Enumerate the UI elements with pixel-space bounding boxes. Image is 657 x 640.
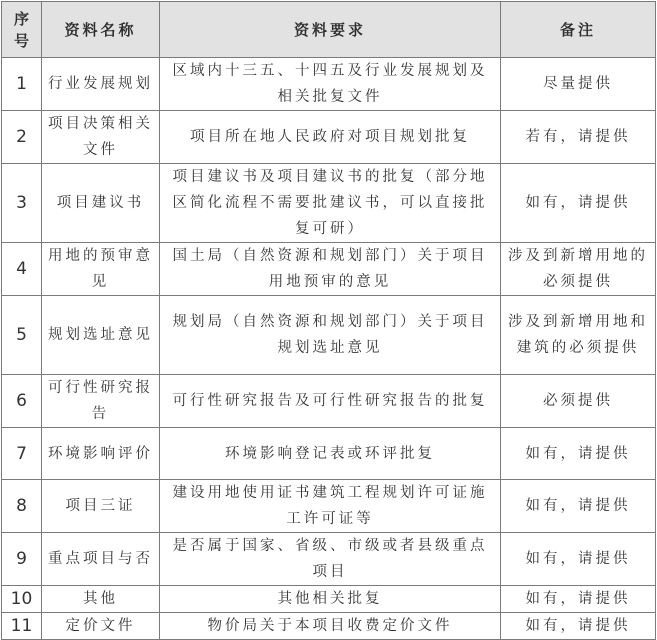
- row-index: 8: [2, 480, 42, 533]
- table-header-row: [2, 2, 656, 58]
- row-name: 重点项目与否: [42, 533, 160, 586]
- table-row: [2, 533, 656, 586]
- table-row: [2, 164, 656, 243]
- row-note: 如有，请提供: [501, 533, 656, 586]
- row-index: 2: [2, 111, 42, 164]
- header-requirement: 资料要求: [160, 2, 501, 58]
- table-row: [2, 111, 656, 164]
- row-name: 项目决策相关文件: [42, 111, 160, 164]
- table-row: [2, 586, 656, 613]
- row-note: 必须提供: [501, 375, 656, 428]
- row-note: 尽量提供: [501, 58, 656, 111]
- row-requirement: 是否属于国家、省级、市级或者县级重点项目: [160, 533, 501, 586]
- row-note: 如有，请提供: [501, 428, 656, 480]
- row-requirement: 区域内十三五、十四五及行业发展规划及相关批复文件: [160, 58, 501, 111]
- table-row: [2, 58, 656, 111]
- row-note: 涉及到新增用地和建筑的必须提供: [501, 296, 656, 375]
- row-name: 其他: [42, 586, 160, 613]
- table-row: [2, 296, 656, 375]
- table-row: [2, 480, 656, 533]
- materials-table: [1, 1, 656, 640]
- row-name: 项目建议书: [42, 164, 160, 243]
- row-requirement: 环境影响登记表或环评批复: [160, 428, 501, 480]
- row-note: 如有，请提供: [501, 480, 656, 533]
- row-name: 用地的预审意见: [42, 243, 160, 296]
- row-note: 如有，请提供: [501, 586, 656, 613]
- row-requirement: 可行性研究报告及可行性研究报告的批复: [160, 375, 501, 428]
- row-name: 项目三证: [42, 480, 160, 533]
- row-index: 4: [2, 243, 42, 296]
- row-requirement: 其他相关批复: [160, 586, 501, 613]
- row-requirement: 项目建议书及项目建议书的批复（部分地区简化流程不需要批建议书，可以直接批复可研）: [160, 164, 501, 243]
- row-requirement: 项目所在地人民政府对项目规划批复: [160, 111, 501, 164]
- row-index: 5: [2, 296, 42, 375]
- row-requirement: 规划局（自然资源和规划部门）关于项目规划选址意见: [160, 296, 501, 375]
- header-note: 备注: [501, 2, 656, 58]
- row-index: 1: [2, 58, 42, 111]
- row-note: 涉及到新增用地的必须提供: [501, 243, 656, 296]
- row-name: 行业发展规划: [42, 58, 160, 111]
- row-index: 7: [2, 428, 42, 480]
- row-index: 9: [2, 533, 42, 586]
- row-name: 可行性研究报告: [42, 375, 160, 428]
- row-index: 11: [2, 613, 42, 640]
- table-row: [2, 613, 656, 640]
- row-requirement: 建设用地使用证书建筑工程规划许可证施工许可证等: [160, 480, 501, 533]
- header-name: 资料名称: [42, 2, 160, 58]
- row-note: 如有，请提供: [501, 164, 656, 243]
- row-note: 如有，请提供: [501, 613, 656, 640]
- row-index: 10: [2, 586, 42, 613]
- row-requirement: 国土局（自然资源和规划部门）关于项目用地预审的意见: [160, 243, 501, 296]
- table-row: [2, 428, 656, 480]
- table-row: [2, 375, 656, 428]
- row-note: 若有，请提供: [501, 111, 656, 164]
- header-index: 序号: [2, 2, 42, 58]
- row-index: 3: [2, 164, 42, 243]
- row-index: 6: [2, 375, 42, 428]
- table-row: [2, 243, 656, 296]
- row-requirement: 物价局关于本项目收费定价文件: [160, 613, 501, 640]
- row-name: 规划选址意见: [42, 296, 160, 375]
- row-name: 环境影响评价: [42, 428, 160, 480]
- row-name: 定价文件: [42, 613, 160, 640]
